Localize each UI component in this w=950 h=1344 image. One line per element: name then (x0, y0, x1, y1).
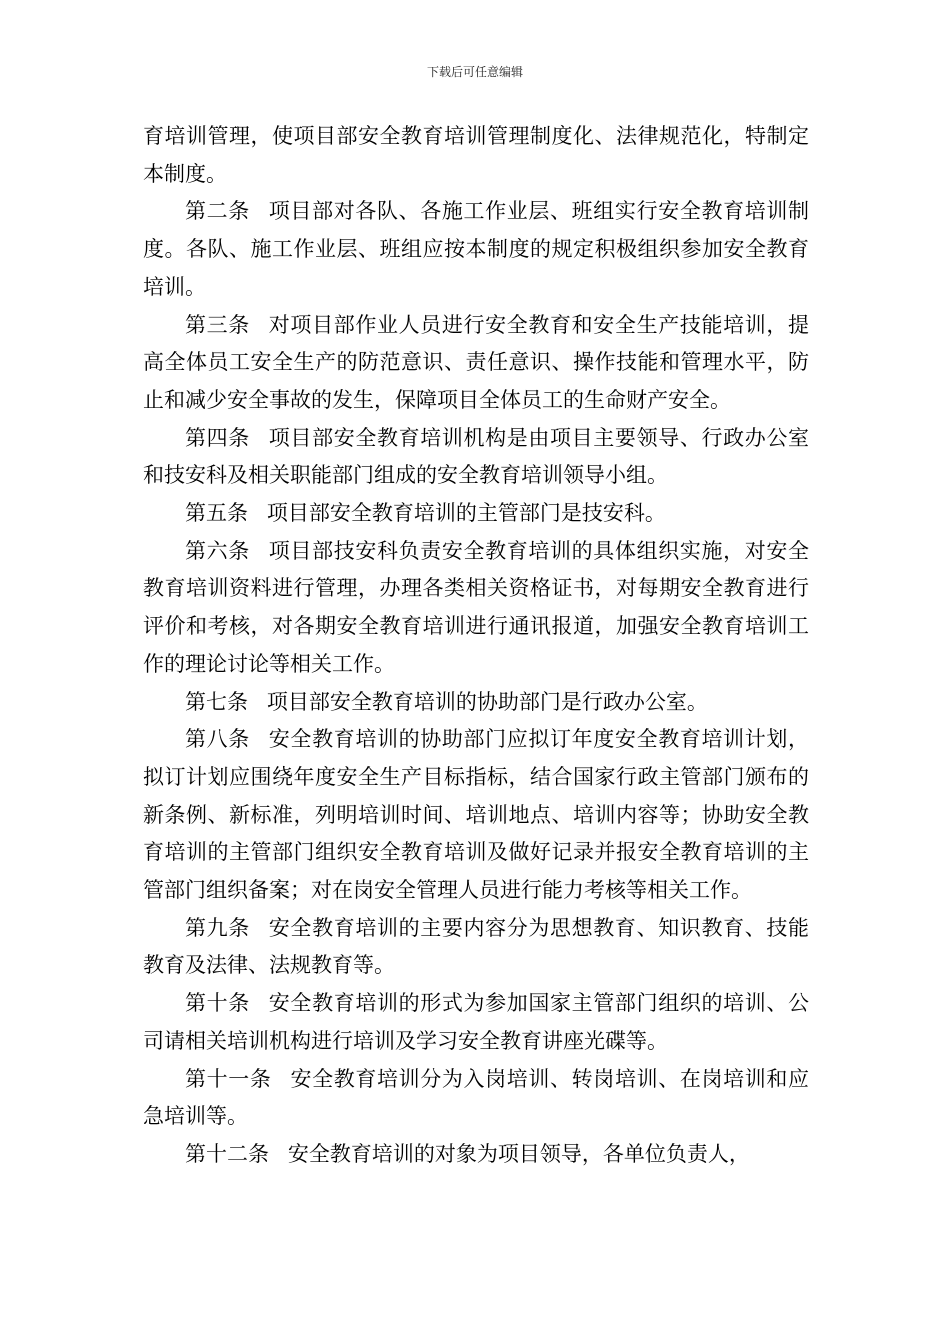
paragraph-article-12 (143, 1136, 809, 1174)
paragraph-text: 安全教育培训的主要内容分为思想教育、知识教育、技能教育及法律、法规教育等。 (143, 915, 810, 978)
paragraph-article-3 (143, 307, 809, 420)
paragraph-article-6 (143, 533, 809, 684)
paragraph-text: 安全教育培训分为入岗培训、转岗培训、在岗培训和应急培训等。 (143, 1066, 810, 1129)
paragraph-article-4 (143, 420, 809, 495)
header-note: 下载后可任意编辑 (426, 65, 523, 79)
paragraph-text: 安全教育培训的对象为项目领导，各单位负责人， (287, 1141, 750, 1166)
paragraph-text: 安全教育培训的协助部门应拟订年度安全教育培训计划，拟订计划应围绕年度安全生产目标指标，结合国家行政主管部门颁布的新条例、新标准，列明培训时间、培训地点、培训内容等；协助安全教育培训的主管部门组织安全教育培训及做好记录并报安全教育培训的主管部门组织备案；对在岗安全管理人员进行能力考核等相关工作。 (143, 727, 810, 903)
paragraph-text: 项目部对各队、各施工作业层、班组实行安全教育培训制度。各队、施工作业层、班组应按本制度的规定积极组织参加安全教育培训。 (143, 199, 810, 299)
paragraph-text: 对项目部作业人员进行安全教育和安全生产技能培训，提高全体员工安全生产的防范意识、责任意识、操作技能和管理水平，防止和减少安全事故的发生，保障项目全体员工的生命财产安全。 (143, 312, 810, 412)
article-number: 第十一条 (185, 1066, 272, 1091)
paragraph-article-8 (143, 721, 809, 910)
article-number: 第十二条 (185, 1141, 269, 1166)
paragraph-text: 项目部安全教育培训的协助部门是行政办公室。 (266, 689, 708, 714)
paragraph-text: 项目部技安科负责安全教育培训的具体组织实施，对安全教育培训资料进行管理，办理各类相关资格证书，对每期安全教育进行评价和考核，对各期安全教育培训进行通讯报道，加强安全教育培训工作的理论讨论等相关工作。 (143, 538, 810, 676)
paragraph-text: 项目部安全教育培训机构是由项目主要领导、行政办公室和技安科及相关职能部门组成的安全教育培训领导小组。 (143, 425, 810, 488)
paragraph-article-5 (143, 495, 809, 533)
paragraph-text: 项目部安全教育培训的主管部门是技安科。 (266, 501, 666, 526)
paragraph-text: 育培训管理，使项目部安全教育培训管理制度化、法律规范化，特制定本制度。 (143, 124, 809, 186)
paragraph-article-9 (143, 910, 809, 985)
article-number: 第二条 (185, 199, 250, 224)
article-number: 第七条 (185, 689, 248, 714)
document-body (143, 118, 809, 1174)
article-number: 第六条 (185, 538, 250, 563)
paragraph-text: 安全教育培训的形式为参加国家主管部门组织的培训、公司请相关培训机构进行培训及学习安全教育讲座光碟等。 (143, 991, 810, 1053)
paragraph-article-2 (143, 193, 809, 306)
article-number: 第三条 (185, 312, 250, 337)
paragraph-article-11 (143, 1061, 809, 1136)
paragraph-article-7 (143, 684, 809, 722)
article-number: 第九条 (185, 915, 250, 940)
article-number: 第八条 (185, 727, 250, 752)
paragraph-article-10 (143, 985, 809, 1060)
paragraph-intro-continuation (143, 118, 809, 193)
article-number: 第四条 (185, 425, 250, 450)
article-number: 第十条 (185, 991, 250, 1016)
article-number: 第五条 (185, 501, 248, 526)
